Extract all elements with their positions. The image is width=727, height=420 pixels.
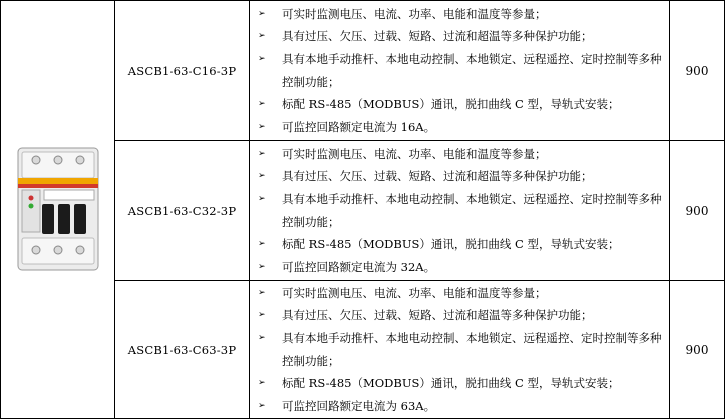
arrow-bullet-icon: ➢ (258, 99, 266, 110)
arrow-bullet-icon: ➢ (258, 287, 266, 298)
price-cell: 900 (670, 1, 725, 141)
arrow-bullet-icon: ➢ (258, 8, 266, 19)
feature-item: ➢ 可实时监测电压、电流、功率、电能和温度等参量； (258, 143, 663, 166)
arrow-bullet-icon: ➢ (258, 400, 266, 411)
features-cell (250, 281, 670, 419)
feature-item: ➢ 标配 RS-485（MODBUS）通讯，脱扣曲线 C 型，导轨式安装； (258, 93, 663, 116)
feature-item: ➢ 具有过压、欠压、过载、短路、过流和超温等多种保护功能； (258, 165, 663, 188)
feature-item: ➢ 标配 RS-485（MODBUS）通讯，脱扣曲线 C 型，导轨式安装； (258, 372, 663, 395)
table-row (1, 1, 725, 141)
features-cell (250, 1, 670, 141)
feature-item: ➢ 可监控回路额定电流为 32A。 (258, 256, 663, 279)
arrow-bullet-icon: ➢ (258, 332, 266, 343)
feature-item: ➢ 具有过压、欠压、过载、短路、过流和超温等多种保护功能； (258, 25, 663, 48)
model-cell: ASCB1-63-C63-3P (115, 281, 250, 419)
price-cell: 900 (670, 281, 725, 419)
arrow-bullet-icon: ➢ (258, 171, 266, 182)
arrow-bullet-icon: ➢ (258, 121, 266, 132)
feature-item: ➢ 可监控回路额定电流为 16A。 (258, 116, 663, 139)
product-image-cell (1, 1, 115, 419)
arrow-bullet-icon: ➢ (258, 239, 266, 250)
arrow-bullet-icon: ➢ (258, 53, 266, 64)
feature-item: ➢ 具有过压、欠压、过载、短路、过流和超温等多种保护功能； (258, 304, 663, 327)
arrow-bullet-icon: ➢ (258, 31, 266, 42)
feature-item: ➢ 标配 RS-485（MODBUS）通讯，脱扣曲线 C 型，导轨式安装； (258, 233, 663, 256)
arrow-bullet-icon: ➢ (258, 378, 266, 389)
arrow-bullet-icon: ➢ (258, 193, 266, 204)
feature-item: ➢ 具有本地手动推杆、本地电动控制、本地锁定、远程遥控、定时控制等多种控制功能； (258, 327, 663, 372)
arrow-bullet-icon: ➢ (258, 310, 266, 321)
arrow-bullet-icon: ➢ (258, 261, 266, 272)
feature-item: ➢ 具有本地手动推杆、本地电动控制、本地锁定、远程遥控、定时控制等多种控制功能； (258, 188, 663, 233)
feature-item: ➢ 可监控回路额定电流为 63A。 (258, 395, 663, 418)
features-cell (250, 141, 670, 281)
model-cell: ASCB1-63-C16-3P (115, 1, 250, 141)
feature-item: ➢ 可实时监测电压、电流、功率、电能和温度等参量； (258, 282, 663, 305)
feature-item: ➢ 具有本地手动推杆、本地电动控制、本地锁定、远程遥控、定时控制等多种控制功能； (258, 48, 663, 93)
feature-item: ➢ 可实时监测电压、电流、功率、电能和温度等参量； (258, 3, 663, 26)
circuit-breaker-image (12, 146, 104, 274)
arrow-bullet-icon: ➢ (258, 148, 266, 159)
model-cell: ASCB1-63-C32-3P (115, 141, 250, 281)
price-cell: 900 (670, 141, 725, 281)
